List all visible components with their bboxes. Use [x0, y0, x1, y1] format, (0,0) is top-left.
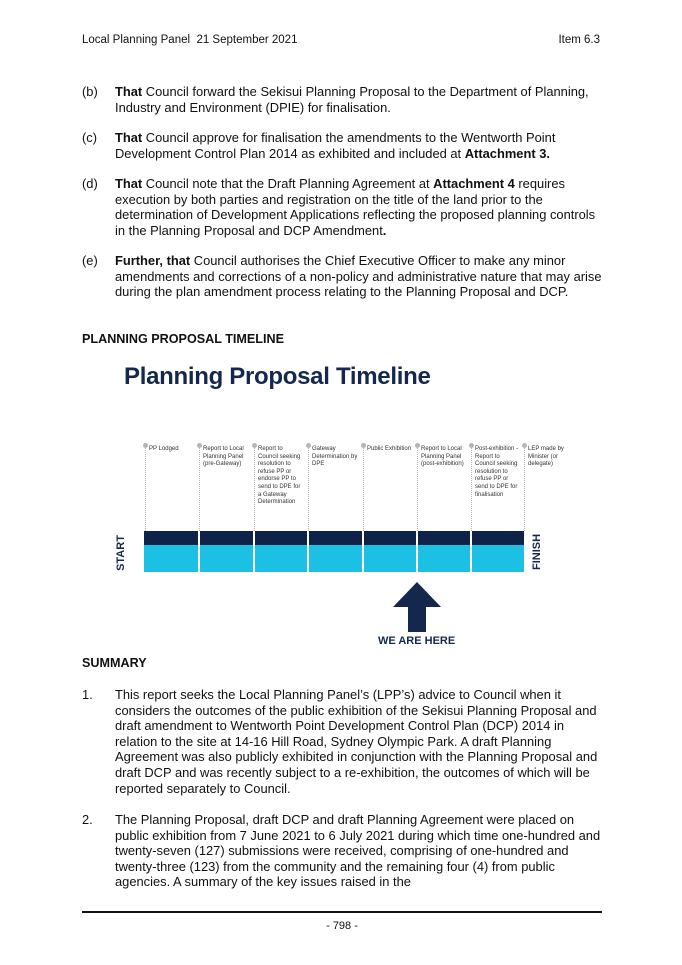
timeline-stage-2: Report to Local Planning Panel (pre-Gateway) [203, 446, 244, 468]
item-text: That Council note that the Draft Planning Agreement at Attachment 4 requires execution by both parties and registration on the title of the land prior to the determination of Development Applications reflecting the proposed planning controls in the Planning Proposal and DCP Amendment. [115, 176, 596, 238]
recommendation-d [82, 176, 602, 238]
item-label: (b) [82, 84, 98, 99]
item-label: 1. [82, 687, 93, 702]
recommendation-e [82, 253, 602, 300]
summary-item-1 [82, 687, 602, 796]
timeline-stage-3: Report to Council seeking resolution to refuse PP or endorse PP to send to DPE for a Gateway Determination [258, 446, 301, 506]
timeline-segment-gap [470, 531, 472, 572]
footer-divider [82, 911, 602, 913]
timeline-divider [254, 446, 255, 531]
summary-item-2 [82, 812, 602, 890]
timeline-stage-1: PP Lodged [149, 446, 179, 452]
item-label: 2. [82, 812, 93, 827]
timeline-stage-4: Gateway Determination by DPE [312, 446, 358, 468]
we-are-here-label: WE ARE HERE [378, 635, 456, 647]
header-meeting: Local Planning Panel 21 September 2021 [82, 34, 298, 46]
item-label: (e) [82, 253, 98, 268]
timeline-segment-gap [362, 531, 364, 572]
arrow-up-icon [391, 582, 443, 632]
timeline-divider [417, 446, 418, 531]
timeline-segment-gap [253, 531, 255, 572]
timeline-divider [308, 446, 309, 531]
timeline-divider [524, 446, 525, 531]
timeline-segment-gap [198, 531, 200, 572]
item-text: That Council approve for finalisation the amendments to the Wentworth Point Development Control Plan 2014 as exhibited and included at Attachment 3. [115, 130, 556, 161]
item-text: Further, that Council authorises the Chief Executive Officer to make any minor amendments and corrections of a non-policy and administrative nature that may arise during the plan amendment process relating to the Planning Proposal and DCP. [115, 253, 602, 300]
item-text: The Planning Proposal, draft DCP and draft Planning Agreement were placed on public exhibition from 7 June 2021 to 6 July 2021 during which time one-hundred and twenty-seven (127) submissions were received, comprising of one-hundred and twenty-three (123) from the community and the remaining four (4) from public agencies. A summary of the key issues raised in the [115, 812, 601, 890]
timeline-segment-gap [416, 531, 418, 572]
item-label: (c) [82, 130, 98, 145]
timeline-bar-dark [144, 531, 524, 545]
timeline-bar-light [144, 545, 524, 572]
recommendation-b [82, 84, 602, 115]
item-text: That Council forward the Sekisui Planning Proposal to the Department of Planning, Industry and Environment (DPIE) for finalisation. [115, 84, 589, 115]
item-text: This report seeks the Local Planning Panel’s (LPP’s) advice to Council when it considers the outcomes of the public exhibition of the Sekisui Planning Proposal and draft amendment to Wentworth Point Development Control Plan (DCP) 2014 in relation to the site at 14-16 Hill Road, Sydney Olympic Park. A draft Planning Agreement was also publicly exhibited in conjunction with the Planning Proposal and draft DCP and was recently subject to a re-exhibition, the outcomes of which will be reported separately to Council. [115, 687, 598, 796]
timeline-stage-5: Public Exhibition [367, 446, 412, 452]
timeline-stage-8: LEP made by Minister (or delegate) [528, 446, 564, 468]
timeline-divider [363, 446, 364, 531]
timeline-segment-gap [307, 531, 309, 572]
timeline-section-heading: PLANNING PROPOSAL TIMELINE [82, 332, 284, 346]
timeline-stage-7: Post-exhibition - Report to Council seeking resolution to refuse PP or send to DPE for finalisation [475, 446, 519, 498]
timeline-divider [471, 446, 472, 531]
summary-heading: SUMMARY [82, 656, 147, 670]
timeline-stage-6: Report to Local Planning Panel (post-exhibition) [421, 446, 464, 468]
header-item-number: Item 6.3 [558, 34, 600, 46]
timeline-divider [145, 446, 146, 531]
timeline-divider [199, 446, 200, 531]
item-label: (d) [82, 176, 98, 191]
page-number: - 798 - [326, 920, 358, 932]
timeline-title: Planning Proposal Timeline [124, 363, 431, 390]
recommendation-c [82, 130, 602, 161]
